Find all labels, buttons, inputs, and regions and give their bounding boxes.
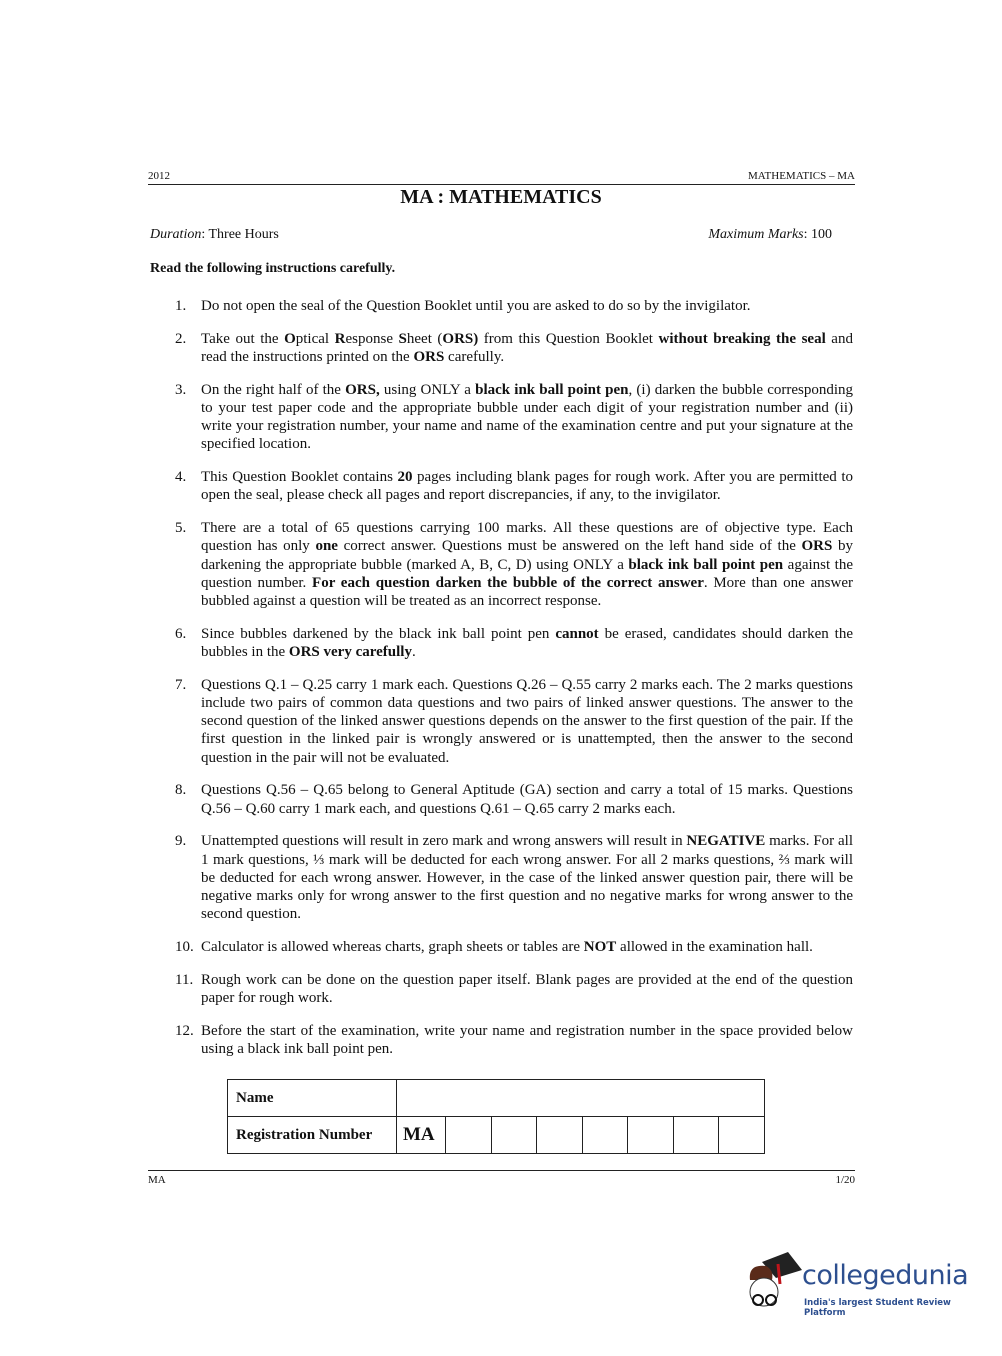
text-segment: carefully. (444, 349, 505, 365)
text-segment: There are a total of 65 questions carrying 100 marks. All these questions are of objective type. Each question has only (201, 520, 853, 555)
bold-text: NEGATIVE (686, 833, 766, 850)
text-segment: . More than one answer bubbled against a question will be treated as an incorrect response. (201, 574, 853, 610)
registration-digit-box[interactable] (719, 1117, 765, 1154)
text-segment: allowed in the examination hall. (616, 939, 813, 956)
item-number: 7. (175, 676, 187, 693)
instruction-item (175, 330, 853, 366)
text-segment: be erased, candidates should darken the bubbles in the (201, 625, 853, 661)
text-segment: This Question Booklet contains (201, 469, 398, 486)
item-text (201, 625, 853, 661)
text-segment: Do not open the seal of the Question Booklet until you are asked to do so by the invigilator. (201, 298, 751, 314)
bold-text: black ink ball point pen (475, 381, 629, 398)
text-segment: Unattempted questions will result in zero mark and wrong answers will result in (201, 833, 687, 850)
bold-text: For each question darken the bubble of the correct answer (312, 574, 704, 591)
bold-text: ORS (413, 349, 445, 365)
item-text (201, 832, 853, 923)
text-segment: marks. For all 1 mark questions, ⅓ mark will be deducted for each wrong answer. For all 2 marks questions, ⅔ mark will be deducted for each wrong answer. However, in the case of the linked answer question pair, there will be negative marks only for wrong answer to the first question and no negative marks for wrong answer to the second question. (201, 833, 853, 923)
registration-digit-box[interactable] (446, 1117, 492, 1154)
registration-prefix: MA (397, 1117, 446, 1154)
item-number: 2. (175, 330, 187, 347)
instruction-item (175, 519, 853, 610)
bold-text: black ink ball point pen (628, 556, 784, 573)
name-field[interactable] (397, 1080, 765, 1117)
text-segment: On the right half of the (201, 381, 346, 398)
text-segment: using ONLY a (379, 381, 476, 398)
registration-digit-box[interactable] (491, 1117, 537, 1154)
instructions-list (175, 297, 853, 1073)
page-footer (148, 1170, 855, 1186)
item-number: 11. (175, 971, 194, 988)
duration-value: : Three Hours (201, 227, 279, 242)
registration-digit-box[interactable] (628, 1117, 674, 1154)
instruction-item (175, 297, 853, 315)
item-number: 12. (175, 1022, 194, 1039)
registration-digit-box[interactable] (673, 1117, 719, 1154)
text-segment: correct answer. Questions must be answered on the left hand side of the (337, 538, 802, 555)
instruction-item (175, 625, 853, 661)
item-text (201, 938, 853, 956)
text-segment: and read the instructions printed on the (201, 330, 853, 365)
logo-tagline: India's largest Student Review Platform (804, 1298, 951, 1318)
max-marks-label: Maximum Marks (708, 227, 804, 242)
registration-digit-box[interactable] (582, 1117, 628, 1154)
text-segment: against the question number. (201, 556, 853, 591)
logo-brand: collegedunia (802, 1260, 969, 1291)
instruction-item (175, 781, 853, 817)
instruction-item (175, 676, 853, 767)
text-segment: Before the start of the examination, write your name and registration number in the space provided below using a black ink ball point pen. (201, 1022, 853, 1058)
page-title: MA : MATHEMATICS (400, 186, 602, 208)
item-text (201, 468, 853, 504)
duration (150, 227, 279, 243)
bold-text: one (315, 538, 338, 555)
instruction-item (175, 938, 853, 956)
item-number: 3. (175, 381, 187, 398)
item-number: 9. (175, 833, 187, 850)
item-number: 4. (175, 469, 187, 486)
collegedunia-logo (744, 1250, 974, 1320)
item-number: 5. (175, 520, 187, 537)
mascot-icon (744, 1250, 804, 1320)
item-number: 6. (175, 625, 187, 642)
page-number: 1/20 (835, 1174, 855, 1186)
candidate-form (227, 1079, 765, 1154)
text-segment: Questions Q.56 – Q.65 belong to General Aptitude (GA) section and carry a total of 15 marks. Questions Q.56 – Q.60 carry 1 mark each, and questions Q.61 – Q.65 carry 2 marks each. (201, 782, 853, 817)
bold-text: ORS, (345, 381, 380, 398)
item-text (201, 676, 853, 767)
bold-text: ORS) (442, 330, 479, 347)
instructions-heading: Read the following instructions carefully. (150, 261, 396, 276)
item-number: 8. (175, 782, 187, 799)
text-segment: pages including blank pages for rough work. After you are permitted to open the seal, please check all pages and report discrepancies, if any, to the invigilator. (201, 469, 853, 504)
text-segment: Since bubbles darkened by the black ink ball point pen (201, 625, 556, 642)
text-segment: Take out the (201, 330, 285, 347)
item-text (201, 297, 853, 315)
exam-year: 2012 (148, 170, 170, 182)
bold-text: O (284, 330, 296, 347)
bold-text: ORS (801, 538, 833, 555)
text-segment: Questions Q.1 – Q.25 carry 1 mark each. Questions Q.26 – Q.55 carry 2 marks each. The 2 marks questions include two pairs of common data questions and two pairs of linked answer questions. The answer to the second question of the linked answer questions depends on the answer to the first question of the pair. If the first question in the linked pair is wrongly answered or is unattempted, then the answer to the second question in the pair will not be evaluated. (201, 676, 853, 766)
item-text (201, 381, 853, 454)
text-segment: from this Question Booklet (478, 330, 659, 347)
page-header (148, 170, 855, 185)
bold-text: ORS very carefully (288, 644, 412, 661)
bold-text: without breaking the seal (658, 330, 826, 347)
maximum-marks (708, 227, 832, 243)
item-number: 10. (175, 939, 194, 956)
text-segment: Rough work can be done on the question paper itself. Blank pages are provided at the end of the question paper for rough work. (201, 971, 853, 1007)
text-segment: Calculator is allowed whereas charts, graph sheets or tables are (201, 939, 584, 956)
subject-code: MATHEMATICS – MA (748, 170, 855, 182)
instruction-item (175, 381, 853, 454)
item-text (201, 330, 853, 366)
max-marks-value: : 100 (803, 227, 832, 242)
item-text (201, 1022, 853, 1058)
name-label: Name (228, 1080, 397, 1117)
text-segment: esponse (345, 330, 399, 347)
text-segment: by darkening the appropriate bubble (marked A, B, C, D) using ONLY a (201, 538, 853, 573)
text-segment: ptical (295, 330, 335, 347)
instruction-item (175, 971, 853, 1007)
text-segment: heet ( (406, 330, 443, 347)
item-text (201, 781, 853, 817)
registration-label: Registration Number (228, 1117, 397, 1154)
footer-code: MA (148, 1174, 166, 1186)
instruction-item (175, 468, 853, 504)
bold-text: R (334, 330, 346, 347)
text-segment: , (i) darken the bubble corresponding to your test paper code and the appropriate bubble under each digit of your registration number and (ii) write your registration number, your name and name of the examination centre and put your signature at the specified location. (201, 381, 854, 453)
item-text (201, 519, 853, 610)
registration-digit-box[interactable] (537, 1117, 583, 1154)
bold-text: NOT (583, 939, 617, 956)
item-number: 1. (175, 298, 187, 314)
item-text (201, 971, 853, 1007)
bold-text: S (398, 330, 407, 347)
bold-text: cannot (555, 625, 599, 642)
bold-text: 20 (397, 469, 413, 486)
text-segment: . (411, 644, 416, 661)
instruction-item (175, 1022, 853, 1058)
instruction-item (175, 832, 853, 923)
duration-label: Duration (150, 227, 202, 242)
